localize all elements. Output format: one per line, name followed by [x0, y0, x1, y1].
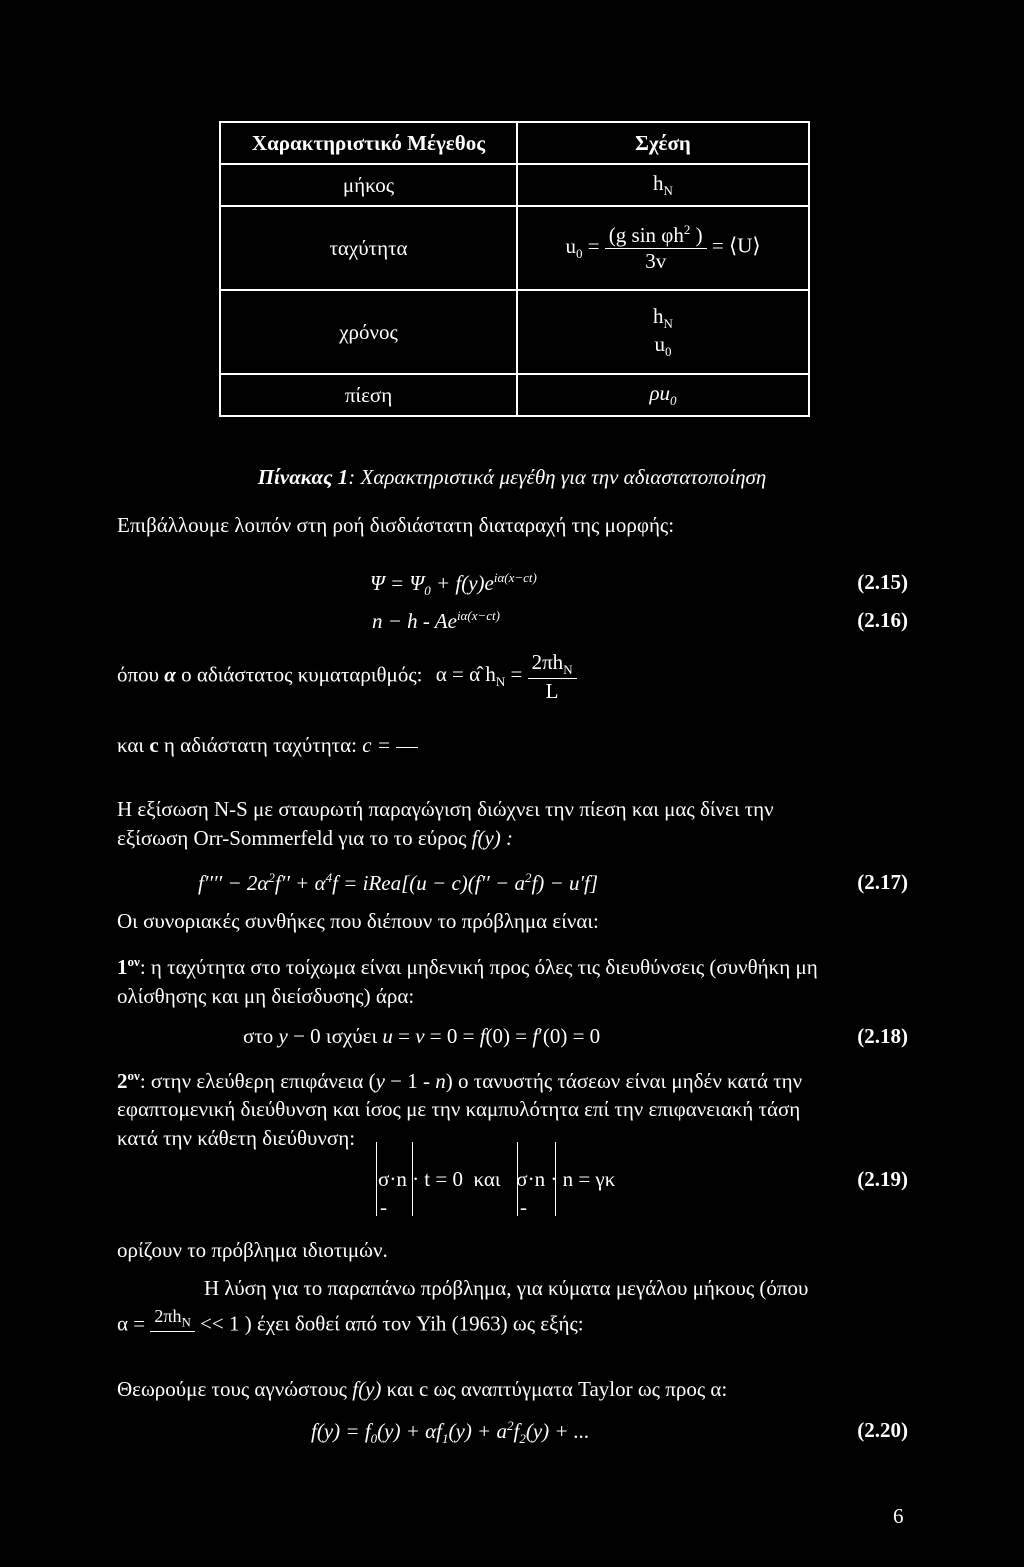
- equation-2-19: σ·n · t = 0 και σ·n · n = γκ: [378, 1167, 616, 1191]
- equation-number-2-17: (2.17): [857, 870, 908, 894]
- characteristic-quantities-table: [219, 121, 810, 417]
- quantity-velocity: ταχύτητα: [220, 206, 517, 290]
- dash-2: -: [520, 1195, 527, 1219]
- paragraph-boundary-conditions: Οι συνοριακές συνθήκες που διέπουν το πρόβλημα είναι:: [117, 909, 599, 933]
- paragraph-ns-equation: Η εξίσωση N-S με σταυρωτή παραγώγιση διώχνει την πίεση και μας δίνει την: [117, 797, 774, 821]
- relation-velocity: $u_0$ = $\frac{(g \sin \varphi h^2 )}{3v}$ = ⟨U⟩: [517, 206, 809, 290]
- paragraph-orr-sommerfeld: εξίσωση Orr-Sommerfeld για το το εύρος f(y) :: [117, 826, 514, 850]
- equation-number-2-19: (2.19): [857, 1167, 908, 1191]
- table-row: [220, 374, 809, 416]
- equation-number-2-18: (2.18): [857, 1024, 908, 1048]
- relation-pressure: $\rho u_0$: [517, 374, 809, 416]
- table-caption: Πίνακας 1: Χαρακτηριστικά μεγέθη για την αδιαστατοποίηση: [257, 465, 767, 489]
- dash-1: -: [380, 1195, 387, 1219]
- equation-2-16: $n - h - Ae^{i\alpha(x-ct)}$: [372, 608, 500, 633]
- table-row: [220, 164, 809, 206]
- equation-2-20: $f(y) = f_0(y) + \alpha f_1(y) + a^2f_2(y)$ + ...: [311, 1418, 590, 1447]
- relation-length: $h_N$: [517, 164, 809, 206]
- equation-2-18: στο y − 0 ισχύει u = v = 0 = f(0) = f′(0) = 0: [243, 1024, 601, 1048]
- quantity-time: χρόνος: [220, 290, 517, 374]
- condition-2-cont2: κατά την κάθετη διεύθυνση:: [117, 1126, 356, 1150]
- quantity-pressure: πίεση: [220, 374, 517, 416]
- condition-1: $1^{o\nu}$: η ταχύτητα στο τοίχωμα είναι μηδενική προς όλες τις διευθύνσεις (συνθήκη μη: [117, 954, 818, 979]
- table-row: [220, 290, 809, 374]
- wavenumber-definition: όπου α ο αδιάστατος κυματαριθμός: α = α̂ $h_N$ = $\frac{2\pi h_N}{L}$: [117, 650, 577, 703]
- table-row: [220, 206, 809, 290]
- condition-2: $2^{o\nu}$: στην ελεύθερη επιφάνεια (y − 1 - n) ο τανυστής τάσεων είναι μηδέν κατά την: [117, 1068, 803, 1093]
- equation-number-2-20: (2.20): [857, 1418, 908, 1442]
- condition-2-cont: εφαπτομενική διεύθυνση και ίσος με την καμπυλότητα επί την επιφανειακή τάση: [117, 1097, 801, 1121]
- page-number: 6: [893, 1504, 904, 1528]
- equation-number-2-15: (2.15): [857, 570, 908, 594]
- relation-time: $h_N$ $u_0$: [517, 290, 809, 374]
- table-header-relation: Σχέση: [517, 122, 809, 164]
- paragraph-taylor: Θεωρούμε τους αγνώστους f(y) και c ως αναπτύγματα Taylor ως προς α:: [117, 1377, 728, 1401]
- paragraph-solution: Η λύση για το παραπάνω πρόβλημα, για κύματα μεγάλου μήκους (όπου: [204, 1276, 809, 1300]
- table-header-quantity: Χαρακτηριστικό Μέγεθος: [220, 122, 517, 164]
- equation-2-15: $\Psi = \Psi_0 + f(y)e^{i\alpha(x-ct)}$: [370, 570, 537, 599]
- equation-number-2-16: (2.16): [857, 608, 908, 632]
- bar-1: [376, 1142, 377, 1216]
- paragraph-eigenvalue: ορίζουν το πρόβλημα ιδιοτιμών.: [117, 1238, 388, 1262]
- quantity-length: μήκος: [220, 164, 517, 206]
- paragraph-long-wave: α = $2\pi h_N$ << 1 ) έχει δοθεί από τον Yih (1963) ως εξής:: [117, 1306, 584, 1336]
- speed-definition: και c η αδιάστατη ταχύτητα: c =: [117, 733, 418, 758]
- equation-2-17: $f'''' - 2\alpha^2f'' + \alpha^4f$ = iRea[(u − $c)(f'' - a^2f) - u'f$]: [198, 870, 599, 895]
- paragraph-perturbation: Επιβάλλουμε λοιπόν στη ροή δισδιάστατη διαταραχή της μορφής:: [117, 513, 675, 537]
- condition-1-cont: ολίσθησης και μη διείσδυσης) άρα:: [117, 984, 415, 1008]
